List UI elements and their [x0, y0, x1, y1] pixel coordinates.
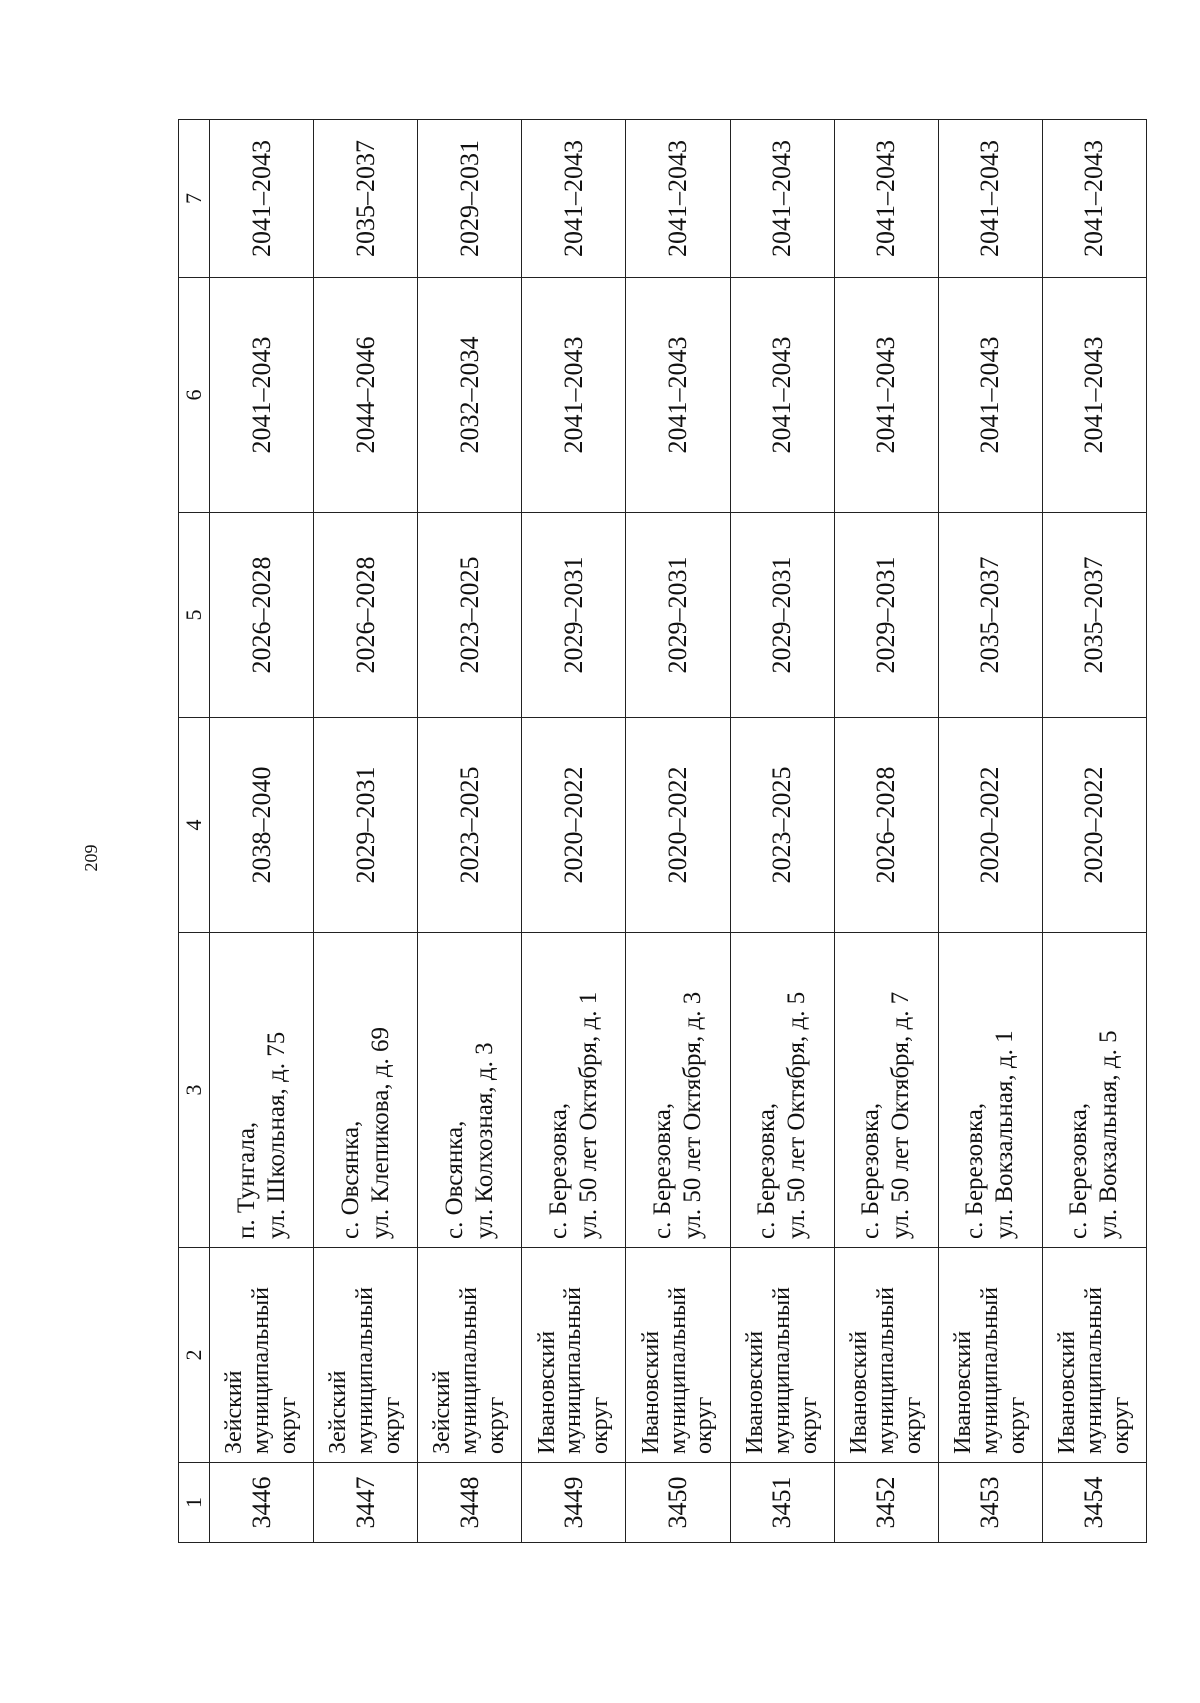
- period-cell-6: 2041–2043: [1042, 278, 1146, 513]
- row-number-cell: 3453: [938, 1463, 1042, 1543]
- period-cell-7: 2041–2043: [834, 120, 938, 278]
- schedule-table: [178, 119, 1147, 1543]
- municipality-line: муниципальный: [560, 1286, 587, 1454]
- municipality-line: Ивановский: [637, 1330, 664, 1454]
- address-line: с. Березовка,: [753, 1102, 781, 1239]
- municipality-cell: [1042, 1248, 1146, 1463]
- period-cell-6: 2032–2034: [418, 278, 522, 513]
- period-cell-4: 2020–2022: [1042, 718, 1146, 933]
- table-row: [730, 120, 834, 1543]
- municipality-line: округ: [899, 1396, 926, 1454]
- period-cell-5: 2029–2031: [522, 513, 626, 718]
- period-cell-4: 2023–2025: [418, 718, 522, 933]
- municipality-cell: [938, 1248, 1042, 1463]
- address-cell: [626, 933, 730, 1248]
- municipality-cell: [522, 1248, 626, 1463]
- row-number-cell: 3451: [730, 1463, 834, 1543]
- column-header: 2: [179, 1248, 210, 1463]
- table-row: [626, 120, 730, 1543]
- address-cell: [314, 933, 418, 1248]
- address-cell: [418, 933, 522, 1248]
- column-header: 5: [179, 513, 210, 718]
- address-cell: [1042, 933, 1146, 1248]
- period-cell-4: 2029–2031: [314, 718, 418, 933]
- period-cell-7: 2029–2031: [418, 120, 522, 278]
- period-cell-5: 2029–2031: [730, 513, 834, 718]
- period-cell-5: 2026–2028: [210, 513, 314, 718]
- column-header: 3: [179, 933, 210, 1248]
- page-number: 209: [81, 844, 101, 872]
- row-number-cell: 3449: [522, 1463, 626, 1543]
- municipality-line: муниципальный: [352, 1286, 379, 1454]
- row-number-cell: 3452: [834, 1463, 938, 1543]
- period-cell-4: 2020–2022: [626, 718, 730, 933]
- municipality-line: Зейский: [429, 1370, 456, 1454]
- address-line: с. Березовка,: [1065, 1102, 1093, 1239]
- address-cell: [522, 933, 626, 1248]
- municipality-line: округ: [1107, 1396, 1134, 1454]
- period-cell-6: 2041–2043: [938, 278, 1042, 513]
- address-line: с. Березовка,: [544, 1102, 572, 1239]
- address-line: с. Березовка,: [961, 1102, 989, 1239]
- period-cell-7: 2041–2043: [938, 120, 1042, 278]
- address-line: с. Березовка,: [857, 1102, 885, 1239]
- address-line: ул. 50 лет Октября, д. 3: [678, 991, 706, 1239]
- address-line: ул. Вокзальная, д. 1: [991, 1030, 1019, 1239]
- header-row: [179, 120, 210, 1543]
- address-line: ул. 50 лет Октября, д. 7: [887, 991, 915, 1239]
- table-row: [418, 120, 522, 1543]
- period-cell-5: 2035–2037: [938, 513, 1042, 718]
- period-cell-7: 2041–2043: [210, 120, 314, 278]
- address-line: ул. 50 лет Октября, д. 1: [574, 991, 602, 1239]
- municipality-line: Ивановский: [950, 1330, 976, 1454]
- period-cell-5: 2023–2025: [418, 513, 522, 718]
- municipality-line: округ: [587, 1396, 614, 1454]
- row-number-cell: 3448: [418, 1463, 522, 1543]
- municipality-cell: [210, 1248, 314, 1463]
- period-cell-7: 2035–2037: [314, 120, 418, 278]
- period-cell-4: 2020–2022: [938, 718, 1042, 933]
- period-cell-5: 2029–2031: [626, 513, 730, 718]
- municipality-line: Ивановский: [741, 1330, 768, 1454]
- column-header: 7: [179, 120, 210, 278]
- address-line: с. Овсянка,: [440, 1120, 468, 1239]
- period-cell-5: 2026–2028: [314, 513, 418, 718]
- address-line: ул. Школьная, д. 75: [262, 1031, 290, 1239]
- municipality-line: округ: [691, 1396, 718, 1454]
- period-cell-6: 2041–2043: [522, 278, 626, 513]
- column-header: 1: [179, 1463, 210, 1543]
- table-container: [178, 120, 1147, 1543]
- municipality-line: Зейский: [325, 1370, 352, 1454]
- municipality-line: округ: [795, 1396, 822, 1454]
- column-header: 6: [179, 278, 210, 513]
- municipality-line: муниципальный: [976, 1286, 1003, 1454]
- row-number-cell: 3454: [1042, 1463, 1146, 1543]
- row-number-cell: 3450: [626, 1463, 730, 1543]
- period-cell-5: 2029–2031: [834, 513, 938, 718]
- address-line: ул. Клепикова, д. 69: [366, 1026, 394, 1239]
- address-line: ул. Вокзальная, д. 5: [1095, 1030, 1123, 1239]
- address-cell: [730, 933, 834, 1248]
- period-cell-6: 2041–2043: [626, 278, 730, 513]
- address-line: ул. Колхозная, д. 3: [470, 1042, 498, 1239]
- row-number-cell: 3447: [314, 1463, 418, 1543]
- municipality-line: Зейский: [221, 1370, 248, 1454]
- municipality-line: муниципальный: [664, 1286, 691, 1454]
- municipality-line: муниципальный: [872, 1286, 899, 1454]
- period-cell-4: 2026–2028: [834, 718, 938, 933]
- period-cell-7: 2041–2043: [626, 120, 730, 278]
- table-row: [938, 120, 1042, 1543]
- municipality-line: муниципальный: [768, 1286, 795, 1454]
- table-row: [1042, 120, 1146, 1543]
- period-cell-7: 2041–2043: [522, 120, 626, 278]
- municipality-line: округ: [483, 1396, 510, 1454]
- municipality-line: муниципальный: [1081, 1286, 1107, 1454]
- table-row: [210, 120, 314, 1543]
- row-number-cell: 3446: [210, 1463, 314, 1543]
- municipality-line: округ: [274, 1396, 301, 1454]
- address-cell: [834, 933, 938, 1248]
- table-row: [314, 120, 418, 1543]
- address-cell: [938, 933, 1042, 1248]
- municipality-cell: [730, 1248, 834, 1463]
- municipality-line: округ: [1003, 1396, 1030, 1454]
- address-line: ул. 50 лет Октября, д. 5: [783, 991, 811, 1239]
- period-cell-7: 2041–2043: [1042, 120, 1146, 278]
- period-cell-4: 2038–2040: [210, 718, 314, 933]
- period-cell-4: 2020–2022: [522, 718, 626, 933]
- table-row: [522, 120, 626, 1543]
- period-cell-6: 2041–2043: [834, 278, 938, 513]
- municipality-cell: [418, 1248, 522, 1463]
- municipality-line: Ивановский: [1054, 1330, 1081, 1454]
- period-cell-7: 2041–2043: [730, 120, 834, 278]
- address-cell: [210, 933, 314, 1248]
- period-cell-5: 2035–2037: [1042, 513, 1146, 718]
- municipality-cell: [314, 1248, 418, 1463]
- table-row: [834, 120, 938, 1543]
- period-cell-4: 2023–2025: [730, 718, 834, 933]
- municipality-line: муниципальный: [248, 1286, 275, 1454]
- municipality-line: муниципальный: [456, 1286, 483, 1454]
- address-line: п. Тунгала,: [232, 1121, 260, 1239]
- municipality-line: округ: [379, 1396, 406, 1454]
- column-header: 4: [179, 718, 210, 933]
- municipality-cell: [834, 1248, 938, 1463]
- table-body: [210, 120, 1147, 1543]
- period-cell-6: 2044–2046: [314, 278, 418, 513]
- municipality-line: Ивановский: [845, 1330, 872, 1454]
- period-cell-6: 2041–2043: [730, 278, 834, 513]
- period-cell-6: 2041–2043: [210, 278, 314, 513]
- address-line: с. Овсянка,: [336, 1120, 364, 1239]
- address-line: с. Березовка,: [648, 1102, 676, 1239]
- municipality-line: Ивановский: [533, 1330, 560, 1454]
- municipality-cell: [626, 1248, 730, 1463]
